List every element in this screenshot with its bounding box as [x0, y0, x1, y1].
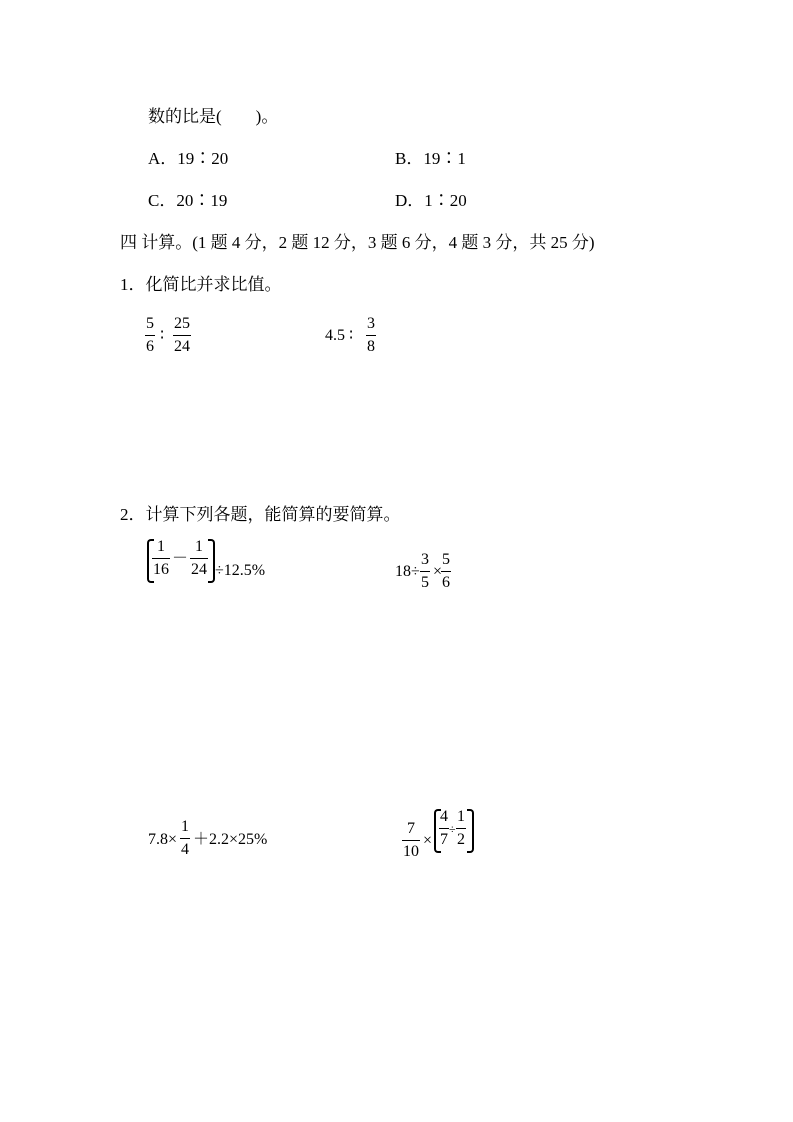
fraction — [402, 820, 420, 861]
fraction — [366, 315, 376, 356]
denominator: 4 — [181, 841, 189, 858]
fraction — [180, 818, 190, 859]
section-title: 四 计算。(1 题 4 分，2 题 12 分，3 题 6 分，4 题 3 分，共 25 分) — [120, 233, 595, 252]
numerator: 4 — [440, 808, 448, 825]
numerator: 5 — [442, 551, 450, 568]
option-b: B．19∶1 — [395, 149, 466, 168]
numerator: 5 — [146, 315, 154, 332]
numerator: 1 — [181, 818, 189, 835]
denominator: 24 — [191, 561, 207, 578]
fraction — [441, 551, 451, 592]
denominator: 5 — [421, 574, 429, 591]
denominator: 7 — [440, 831, 448, 848]
times-sign: × — [433, 563, 443, 580]
times-sign: × — [423, 832, 433, 849]
denominator: 24 — [174, 338, 190, 355]
fraction — [152, 538, 170, 579]
fraction — [439, 808, 449, 849]
denominator: 2 — [457, 831, 465, 848]
right-parenthesis — [467, 809, 474, 853]
fraction — [190, 538, 208, 579]
ratio-sign: ∶ — [160, 327, 165, 344]
fraction-bar — [190, 558, 208, 559]
question-2-label: 2．计算下列各题，能简算的要简算。 — [120, 505, 401, 524]
fraction-bar — [145, 335, 155, 336]
expression-lead: 4.5 ∶ — [325, 327, 354, 344]
expression-lead: 7.8× — [148, 831, 178, 848]
numerator: 25 — [174, 315, 190, 332]
fraction-bar — [439, 828, 449, 829]
numerator: 1 — [157, 538, 165, 555]
numerator: 3 — [421, 551, 429, 568]
denominator: 6 — [442, 574, 450, 591]
fraction-bar — [441, 571, 451, 572]
fraction-bar — [180, 838, 190, 839]
expression-tail: ＋2.2×25% — [193, 831, 268, 848]
fraction-bar — [152, 558, 170, 559]
denominator: 8 — [367, 338, 375, 355]
minus-sign: － — [172, 550, 189, 567]
denominator: 16 — [153, 561, 169, 578]
fraction — [420, 551, 430, 592]
numerator: 7 — [407, 820, 415, 837]
fraction — [145, 315, 155, 356]
option-c: C．20∶19 — [148, 191, 228, 210]
fraction-bar — [366, 335, 376, 336]
expression-tail: ÷12.5% — [215, 562, 266, 579]
fraction-bar — [173, 335, 191, 336]
right-parenthesis — [208, 539, 215, 583]
fraction — [173, 315, 191, 356]
fraction-bar — [456, 828, 466, 829]
question-1-label: 1．化简比并求比值。 — [120, 275, 282, 294]
denominator: 6 — [146, 338, 154, 355]
fraction-bar — [420, 571, 430, 572]
option-a: A．19∶20 — [148, 149, 229, 168]
expression-lead: 18÷ — [395, 563, 420, 580]
numerator: 3 — [367, 315, 375, 332]
numerator: 1 — [195, 538, 203, 555]
question-tail: 数的比是( )。 — [148, 107, 279, 126]
fraction — [456, 808, 466, 849]
divide-sign: ÷ — [449, 822, 456, 836]
option-d: D．1∶20 — [395, 191, 467, 210]
numerator: 1 — [457, 808, 465, 825]
fraction-bar — [402, 840, 420, 841]
denominator: 10 — [403, 843, 419, 860]
